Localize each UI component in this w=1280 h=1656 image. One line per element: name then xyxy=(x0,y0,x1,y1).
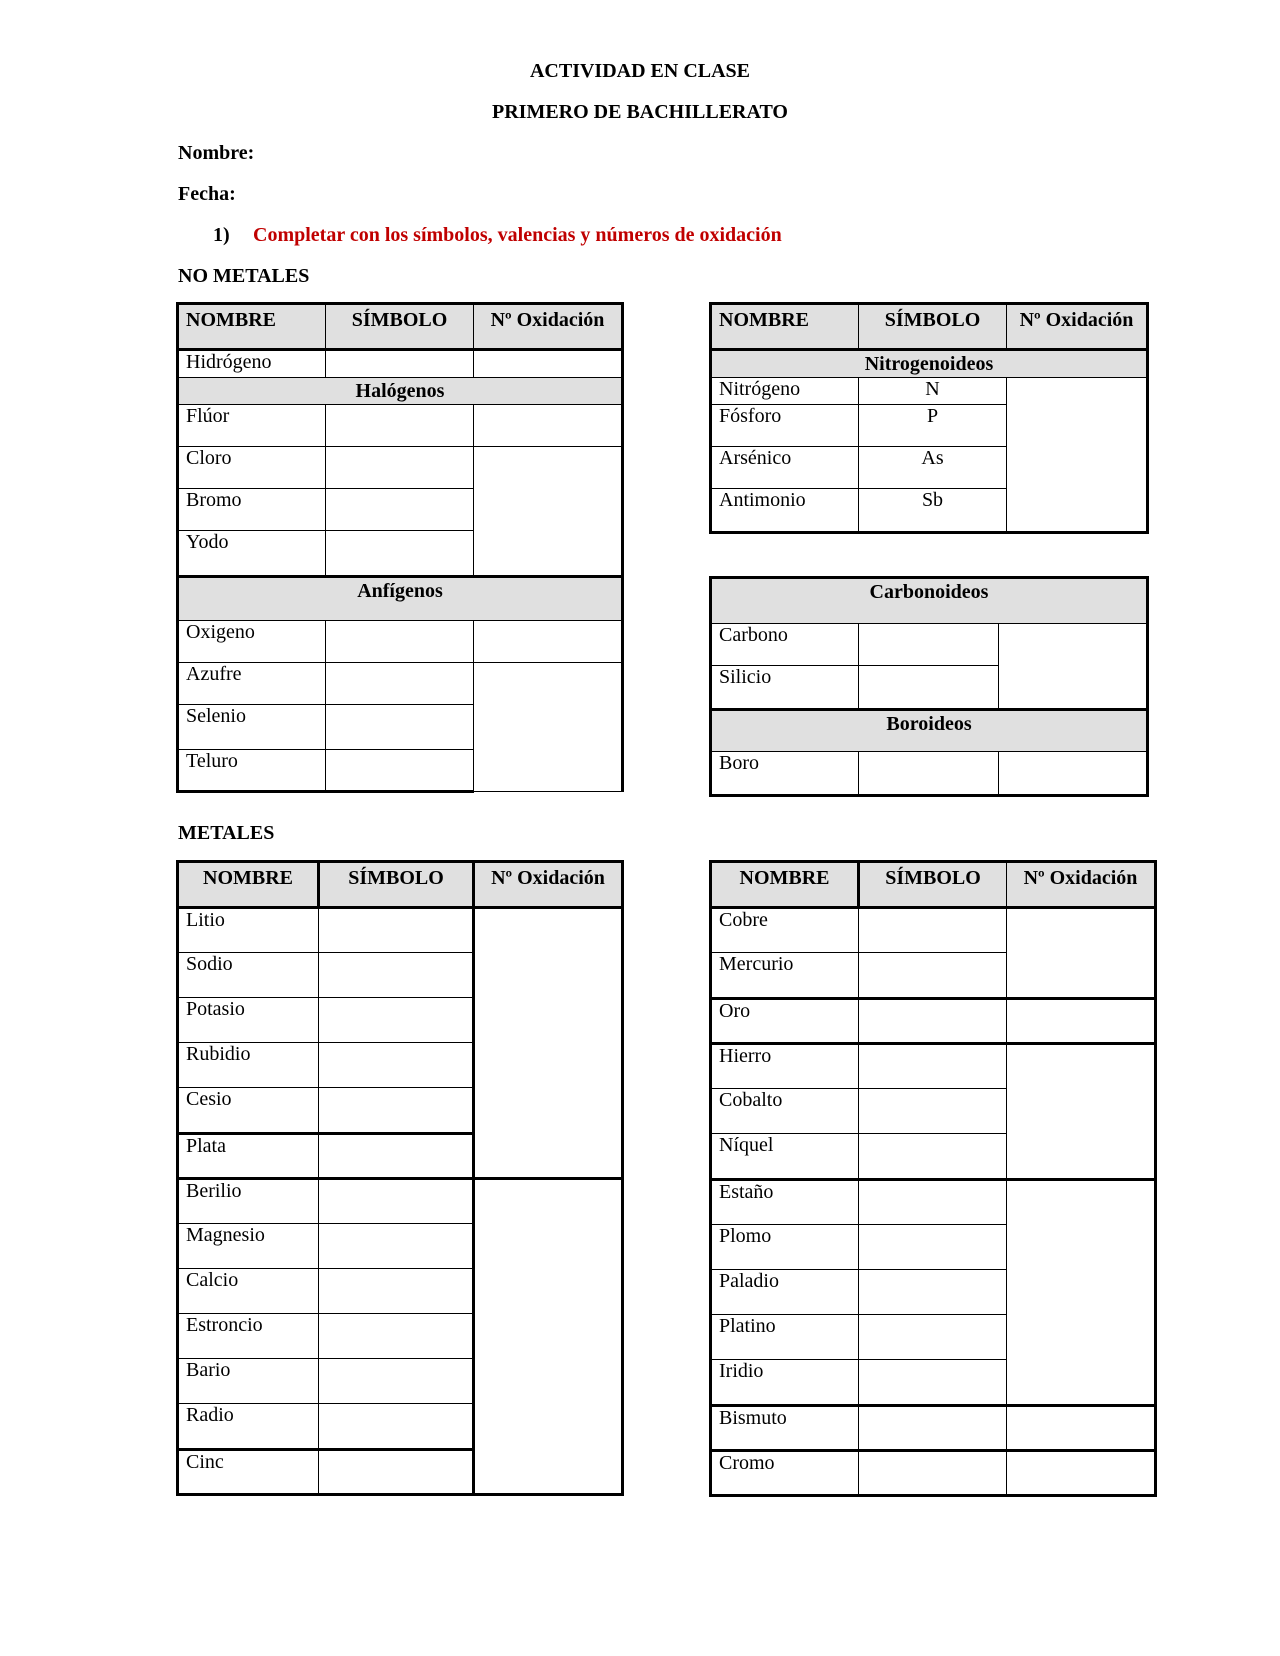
col-header-oxidacion: Nº Oxidación xyxy=(1007,304,1148,350)
col-header-nombre: NOMBRE xyxy=(711,304,859,350)
symbol-cell[interactable] xyxy=(326,447,474,489)
element-name: Fósforo xyxy=(711,405,859,447)
col-header-oxidacion: Nº Oxidación xyxy=(474,862,623,908)
symbol-cell[interactable] xyxy=(859,1044,1007,1089)
element-name: Yodo xyxy=(178,531,326,577)
symbol-cell[interactable] xyxy=(319,1134,474,1179)
oxidation-cell[interactable] xyxy=(474,1179,623,1495)
table-metales-left xyxy=(176,860,624,1496)
symbol-cell[interactable] xyxy=(319,1269,474,1314)
oxidation-cell[interactable] xyxy=(474,908,623,1179)
symbol-cell[interactable] xyxy=(859,624,999,666)
oxidation-cell[interactable] xyxy=(474,447,623,577)
group-header-anfigenos: Anfígenos xyxy=(178,577,623,621)
element-name: Bromo xyxy=(178,489,326,531)
symbol-cell[interactable] xyxy=(859,1406,1007,1451)
symbol-cell[interactable] xyxy=(319,1450,474,1495)
table-metales-right xyxy=(709,860,1157,1497)
element-name: Rubidio xyxy=(178,1043,319,1088)
element-name: Plomo xyxy=(711,1225,859,1270)
symbol-cell[interactable] xyxy=(859,752,999,796)
oxidation-cell[interactable] xyxy=(1007,1451,1156,1496)
oxidation-cell[interactable] xyxy=(1007,908,1156,999)
oxidation-cell[interactable] xyxy=(474,350,623,378)
table-halogenos-anfigenos xyxy=(176,302,624,793)
element-name: Mercurio xyxy=(711,953,859,999)
element-name: Cesio xyxy=(178,1088,319,1134)
element-name: Hidrógeno xyxy=(178,350,326,378)
element-name: Hierro xyxy=(711,1044,859,1089)
element-name: Cromo xyxy=(711,1451,859,1496)
oxidation-cell[interactable] xyxy=(1007,1180,1156,1406)
element-symbol: As xyxy=(859,447,1007,489)
symbol-cell[interactable] xyxy=(859,953,1007,999)
symbol-cell[interactable] xyxy=(319,1043,474,1088)
element-name: Bismuto xyxy=(711,1406,859,1451)
col-header-nombre: NOMBRE xyxy=(711,862,859,908)
symbol-cell[interactable] xyxy=(319,1179,474,1224)
element-name: Sodio xyxy=(178,953,319,998)
symbol-cell[interactable] xyxy=(859,1225,1007,1270)
oxidation-cell[interactable] xyxy=(1007,999,1156,1044)
symbol-cell[interactable] xyxy=(326,663,474,705)
symbol-cell[interactable] xyxy=(859,908,1007,953)
col-header-simbolo: SÍMBOLO xyxy=(319,862,474,908)
oxidation-cell[interactable] xyxy=(474,621,623,663)
col-header-simbolo: SÍMBOLO xyxy=(859,304,1007,350)
symbol-cell[interactable] xyxy=(319,1404,474,1450)
oxidation-cell[interactable] xyxy=(474,405,623,447)
element-name: Teluro xyxy=(178,750,326,792)
element-name: Iridio xyxy=(711,1360,859,1406)
symbol-cell[interactable] xyxy=(859,999,1007,1044)
table-carbonoideos-boroideos xyxy=(709,576,1149,797)
element-name: Boro xyxy=(711,752,859,796)
oxidation-cell[interactable] xyxy=(1007,1044,1156,1180)
element-symbol: Sb xyxy=(859,489,1007,533)
oxidation-cell[interactable] xyxy=(474,663,623,792)
symbol-cell[interactable] xyxy=(326,489,474,531)
symbol-cell[interactable] xyxy=(319,908,474,953)
symbol-cell[interactable] xyxy=(319,998,474,1043)
symbol-cell[interactable] xyxy=(326,750,474,792)
element-name: Paladio xyxy=(711,1270,859,1315)
element-name: Calcio xyxy=(178,1269,319,1314)
table-nitrogenoideos xyxy=(709,302,1149,534)
element-name: Oro xyxy=(711,999,859,1044)
instruction xyxy=(213,224,782,247)
group-header-nitrogenoideos: Nitrogenoideos xyxy=(711,350,1148,378)
element-name: Bario xyxy=(178,1359,319,1404)
element-name: Magnesio xyxy=(178,1224,319,1269)
symbol-cell[interactable] xyxy=(859,1315,1007,1360)
symbol-cell[interactable] xyxy=(859,1360,1007,1406)
element-name: Litio xyxy=(178,908,319,953)
element-name: Azufre xyxy=(178,663,326,705)
symbol-cell[interactable] xyxy=(319,1314,474,1359)
symbol-cell[interactable] xyxy=(859,666,999,710)
metales-label: METALES xyxy=(178,822,275,844)
element-name: Potasio xyxy=(178,998,319,1043)
fecha-label: Fecha: xyxy=(178,183,236,205)
instruction-text: Completar con los símbolos, valencias y números de oxidación xyxy=(253,224,782,246)
group-header-carbonoideos: Carbonoideos xyxy=(711,578,1148,624)
symbol-cell[interactable] xyxy=(326,531,474,577)
col-header-nombre: NOMBRE xyxy=(178,862,319,908)
element-name: Cobre xyxy=(711,908,859,953)
oxidation-cell[interactable] xyxy=(999,624,1148,710)
symbol-cell[interactable] xyxy=(319,953,474,998)
nombre-label: Nombre: xyxy=(178,142,255,164)
symbol-cell[interactable] xyxy=(859,1089,1007,1134)
element-name: Arsénico xyxy=(711,447,859,489)
element-symbol: N xyxy=(859,378,1007,405)
symbol-cell[interactable] xyxy=(326,621,474,663)
col-header-simbolo: SÍMBOLO xyxy=(326,304,474,350)
symbol-cell[interactable] xyxy=(859,1134,1007,1180)
oxidation-cell[interactable] xyxy=(999,752,1148,796)
page-title: ACTIVIDAD EN CLASE xyxy=(529,60,751,82)
symbol-cell[interactable] xyxy=(326,350,474,378)
element-name: Estroncio xyxy=(178,1314,319,1359)
element-name: Silicio xyxy=(711,666,859,710)
element-name: Platino xyxy=(711,1315,859,1360)
no-metales-label: NO METALES xyxy=(178,265,310,287)
element-name: Estaño xyxy=(711,1180,859,1225)
symbol-cell[interactable] xyxy=(326,405,474,447)
symbol-cell[interactable] xyxy=(319,1359,474,1404)
col-header-oxidacion: Nº Oxidación xyxy=(474,304,623,350)
element-name: Antimonio xyxy=(711,489,859,533)
symbol-cell[interactable] xyxy=(326,705,474,750)
element-name: Níquel xyxy=(711,1134,859,1180)
oxidation-cell[interactable] xyxy=(1007,1406,1156,1451)
element-name: Nitrógeno xyxy=(711,378,859,405)
col-header-nombre: NOMBRE xyxy=(178,304,326,350)
col-header-simbolo: SÍMBOLO xyxy=(859,862,1007,908)
element-symbol: P xyxy=(859,405,1007,447)
element-name: Selenio xyxy=(178,705,326,750)
element-name: Berilio xyxy=(178,1179,319,1224)
element-name: Oxigeno xyxy=(178,621,326,663)
instruction-number: 1) xyxy=(213,224,230,246)
symbol-cell[interactable] xyxy=(859,1270,1007,1315)
col-header-oxidacion: Nº Oxidación xyxy=(1007,862,1156,908)
symbol-cell[interactable] xyxy=(319,1088,474,1134)
element-name: Cobalto xyxy=(711,1089,859,1134)
symbol-cell[interactable] xyxy=(859,1180,1007,1225)
group-header-boroideos: Boroideos xyxy=(711,710,1148,752)
element-name: Carbono xyxy=(711,624,859,666)
oxidation-cell[interactable] xyxy=(1007,378,1148,533)
group-header-halogenos: Halógenos xyxy=(178,378,623,405)
element-name: Cinc xyxy=(178,1450,319,1495)
element-name: Cloro xyxy=(178,447,326,489)
element-name: Radio xyxy=(178,1404,319,1450)
element-name: Flúor xyxy=(178,405,326,447)
symbol-cell[interactable] xyxy=(319,1224,474,1269)
symbol-cell[interactable] xyxy=(859,1451,1007,1496)
element-name: Plata xyxy=(178,1134,319,1179)
page-subtitle: PRIMERO DE BACHILLERATO xyxy=(492,101,788,123)
